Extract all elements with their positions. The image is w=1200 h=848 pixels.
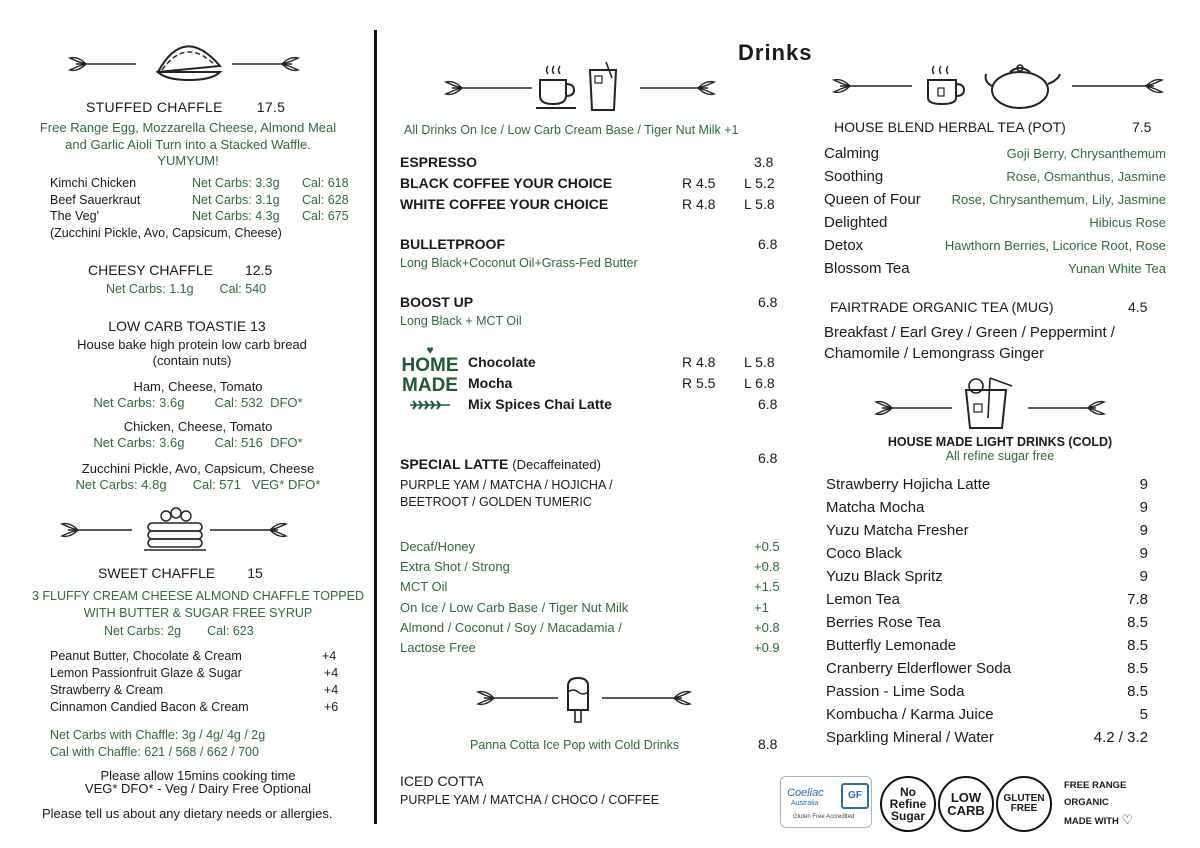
sweet-chaffle-nutrition: Net Carbs: 2g Cal: 623: [104, 624, 254, 638]
light-drinks-title: HOUSE MADE LIGHT DRINKS (COLD): [887, 435, 1113, 449]
list-item: Detox Hawthorn Berries, Licorice Root, Rose: [824, 237, 1166, 254]
ice-pop-price: 8.8: [758, 736, 778, 752]
list-item: The Veg' Net Carbs: 4.3g Cal: 675: [50, 209, 349, 223]
list-item: BLACK COFFEE YOUR CHOICE R 4.5 L 5.2: [400, 175, 775, 191]
list-item: Mocha R 5.5 L 6.8: [468, 375, 775, 391]
coffee-ornament-icon: [446, 62, 718, 114]
list-item: ESPRESSO 3.8: [400, 154, 774, 170]
list-item: Mix Spices Chai Latte 6.8: [468, 396, 778, 412]
laurel-icon: [406, 399, 454, 411]
column-divider: [374, 30, 377, 824]
sweet-toppings: [50, 648, 350, 716]
list-item: Lactose Free +0.9: [400, 640, 780, 656]
toastie-item-2: Chicken, Cheese, Tomato Net Carbs: 3.6g Cal: 516 DFO*: [93, 419, 303, 450]
light-drinks-list: [826, 473, 1148, 749]
list-item: Almond / Coconut / Soy / Macadamia / +0.8: [400, 619, 780, 635]
stuffed-chaffle-title: STUFFED CHAFFLE 17.5: [86, 99, 286, 115]
list-item: Blossom Tea Yunan White Tea: [824, 260, 1166, 277]
list-item: Calming Goji Berry, Chrysanthemum: [824, 145, 1166, 162]
cheesy-chaffle-nutrition: Net Carbs: 1.1g Cal: 540: [106, 282, 267, 296]
list-item: Delighted Hibicus Rose: [824, 214, 1166, 231]
boost-price: 6.8: [758, 294, 778, 310]
herbal-tea-title: HOUSE BLEND HERBAL TEA (POT): [834, 119, 1066, 135]
list-item: Kombucha / Karma Juice 5: [826, 706, 1148, 723]
list-item: Peanut Butter, Chocolate & Cream +4: [50, 649, 337, 663]
list-item: Soothing Rose, Osmanthus, Jasmine: [824, 168, 1166, 185]
list-item: Lemon Passionfruit Glaze & Sugar +4: [50, 666, 339, 680]
list-item: Yuzu Black Spritz 9: [826, 568, 1148, 585]
fairtrade-price: 4.5: [1128, 299, 1148, 315]
list-item: Cinnamon Candied Bacon & Cream +6: [50, 700, 339, 714]
list-item: Lemon Tea 7.8: [826, 591, 1148, 608]
homemade-list: [468, 352, 782, 415]
list-item: Coco Black 9: [826, 545, 1148, 562]
list-item: Chocolate R 4.8 L 5.8: [468, 354, 775, 370]
toastie-desc: House bake high protein low carb bread (contain nuts): [77, 337, 307, 368]
list-item: Strawberry & Cream +4: [50, 683, 339, 697]
light-drinks-subtitle: All refine sugar free: [945, 449, 1055, 463]
list-item: Decaf/Honey +0.5: [400, 539, 780, 554]
list-item: WHITE COFFEE YOUR CHOICE R 4.8 L 5.8: [400, 196, 775, 212]
fairtrade-list: Breakfast / Earl Grey / Green / Peppermint / Chamomile / Lemongrass Ginger: [824, 324, 1115, 362]
list-item: Sparkling Mineral / Water 4.2 / 3.2: [826, 729, 1148, 746]
taco-ornament-icon: [66, 42, 302, 86]
list-item: Berries Rose Tea 8.5: [826, 614, 1148, 631]
list-item: Matcha Mocha 9: [826, 499, 1148, 516]
tea-ornament-icon: [834, 62, 1164, 112]
special-latte-title: SPECIAL LATTE (Decaffeinated): [400, 456, 601, 472]
herbal-tea-price: 7.5: [1132, 119, 1152, 135]
herbal-tea-list: [824, 142, 1166, 280]
list-item: Yuzu Matcha Fresher 9: [826, 522, 1148, 539]
special-latte-price: 6.8: [758, 450, 778, 466]
list-item: Kimchi Chicken Net Carbs: 3.3g Cal: 618: [50, 176, 349, 190]
homemade-logo: ♥ HOME MADE: [400, 344, 460, 416]
sweet-chaffle-totals: Net Carbs with Chaffle: 3g / 4g/ 4g / 2g Cal with Chaffle: 621 / 568 / 662 / 700: [50, 728, 266, 759]
drinks-intro: All Drinks On Ice / Low Carb Cream Base / Tiger Nut Milk +1: [404, 123, 739, 137]
toastie-title: LOW CARB TOASTIE 13: [108, 318, 266, 334]
allergy-note: Please tell us about any dietary needs or allergies.: [42, 806, 333, 821]
cold-drink-ornament-icon: [876, 378, 1106, 430]
free-range-organic-text: FREE RANGE ORGANIC MADE WITH ♡: [1064, 780, 1134, 827]
iced-cotta-title: ICED COTTA: [400, 773, 484, 789]
gf-icon: GF: [841, 783, 869, 809]
low-carb-badge: LOW CARB: [938, 776, 994, 832]
page-title: Drinks: [738, 40, 813, 65]
stuffed-chaffle-list: [50, 175, 360, 241]
cooking-note: Please allow 15mins cooking time VEG* DFO* - Veg / Dairy Free Optional: [84, 768, 312, 796]
boost-desc: Long Black + MCT Oil: [400, 314, 522, 328]
list-item: Queen of Four Rose, Chrysanthemum, Lily, Jasmine: [824, 191, 1166, 208]
pancake-ornament-icon: [60, 505, 296, 555]
list-item: Butterfly Lemonade 8.5: [826, 637, 1148, 654]
sweet-chaffle-title: SWEET CHAFFLE 15: [98, 565, 263, 581]
gluten-free-badge: GLUTEN FREE: [996, 776, 1052, 832]
list-item: MCT Oil +1.5: [400, 579, 780, 595]
stuffed-note: (Zucchini Pickle, Avo, Capsicum, Cheese): [50, 225, 282, 240]
bulletproof-title: BULLETPROOF: [400, 236, 505, 252]
list-item: Strawberry Hojicha Latte 9: [826, 476, 1148, 493]
ice-pop-ornament-icon: [478, 676, 694, 726]
coeliac-badge: Coeliac Australia GF Gluten Free Accredited: [780, 776, 872, 828]
bulletproof-desc: Long Black+Coconut Oil+Grass-Fed Butter: [400, 256, 638, 270]
list-item: Beef Sauerkraut Net Carbs: 3.1g Cal: 628: [50, 192, 349, 207]
special-latte-desc: PURPLE YAM / MATCHA / HOJICHA / BEETROOT / GOLDEN TUMERIC: [400, 478, 613, 509]
fairtrade-title: FAIRTRADE ORGANIC TEA (MUG): [830, 299, 1054, 315]
list-item: Passion - Lime Soda 8.5: [826, 683, 1148, 700]
ice-pop-name: Panna Cotta Ice Pop with Cold Drinks: [470, 738, 680, 752]
list-item: Cranberry Elderflower Soda 8.5: [826, 660, 1148, 677]
bulletproof-price: 6.8: [758, 236, 778, 252]
no-refine-sugar-badge: No Refine Sugar: [880, 776, 936, 832]
sweet-chaffle-desc: 3 FLUFFY CREAM CHEESE ALMOND CHAFFLE TOPPED WITH BUTTER & SUGAR FREE SYRUP: [31, 589, 365, 620]
list-item: On Ice / Low Carb Base / Tiger Nut Milk +1: [400, 599, 769, 615]
toastie-item-1: Ham, Cheese, Tomato Net Carbs: 3.6g Cal: 532 DFO*: [93, 379, 303, 410]
heart-icon: ♥: [426, 343, 434, 357]
list-item: Extra Shot / Strong +0.8: [400, 559, 780, 575]
extras-list: [400, 537, 786, 658]
toastie-item-3: Zucchini Pickle, Avo, Capsicum, Cheese Net Carbs: 4.8g Cal: 571 VEG* DFO*: [75, 461, 321, 492]
iced-cotta-desc: PURPLE YAM / MATCHA / CHOCO / COFFEE: [400, 793, 660, 807]
boost-title: BOOST UP: [400, 294, 474, 310]
heart-outline-icon: ♡: [1121, 812, 1134, 827]
stuffed-chaffle-desc: Free Range Egg, Mozzarella Cheese, Almond Meal and Garlic Aioli Turn into a Stacked Waffle. YUMYUM!: [39, 120, 337, 168]
coffee-list: [400, 152, 778, 215]
cheesy-chaffle-title: CHEESY CHAFFLE 12.5: [88, 262, 273, 278]
